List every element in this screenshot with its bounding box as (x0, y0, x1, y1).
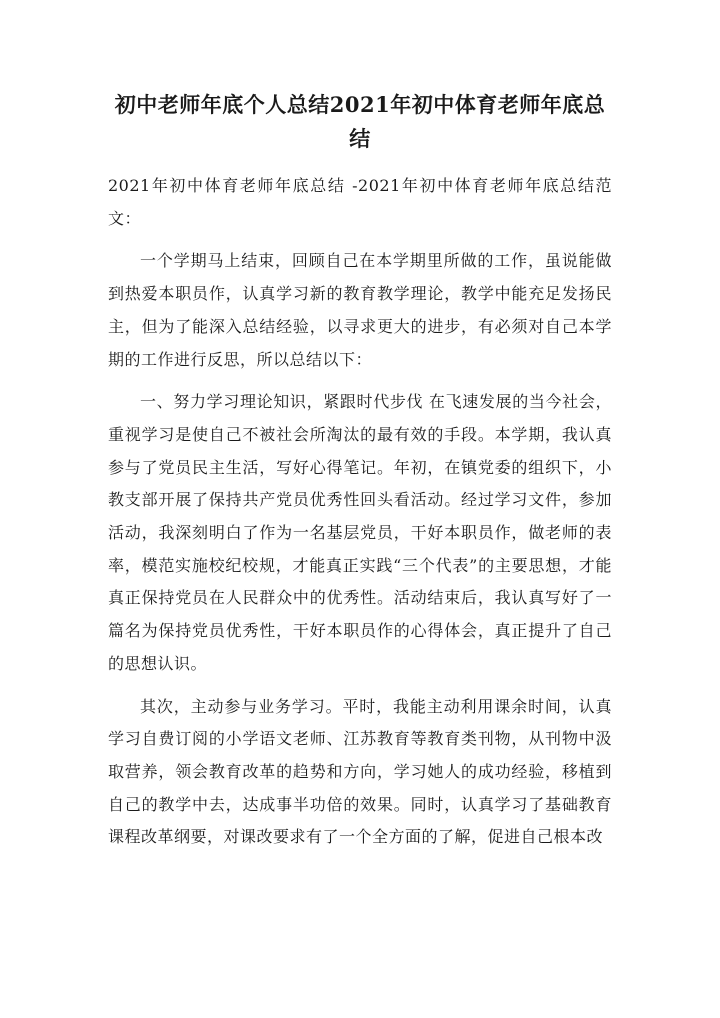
document-title: 初中老师年底个人总结2021年初中体育老师年底总结 (114, 92, 606, 151)
paragraph-business-study: 其次，主动参与业务学习。平时，我能主动利用课余时间，认真学习自费订阅的小学语文老师、江苏教育等教育类刊物，从刊物中汲取营养，领会教育改革的趋势和方向，学习她人的成功经验，移植到自己的教学中去，达成事半功倍的效果。同时，认真学习了基础教育课程改革纲要，对课改要求有了一个全方面的了解，促进自己根本改 (108, 696, 612, 847)
paragraph-intro: 一个学期马上结束，回顾自己在本学期里所做的工作，虽说能做到热爱本职员作，认真学习新的教育教学理论，教学中能充足发扬民主，但为了能深入总结经验，以寻求更大的进步，有必须对自己本学期的工作进行反思，所以总结以下： (108, 251, 612, 369)
document-body (108, 170, 612, 864)
document-subtitle: 2021年初中体育老师年底总结 -2021年初中体育老师年底总结范文： (108, 176, 612, 228)
paragraph-theory-study: 一、努力学习理论知识，紧跟时代步伐 在飞速发展的当今社会，重视学习是使自己不被社会所淘汰的最有效的手段。本学期，我认真参与了党员民主生活，写好心得笔记。年初，在镇党委的组织下，小教支部开展了保持共产党员优秀性回头看活动。经过学习文件，参加活动，我深刻明白了作为一名基层党员，干好本职员作，做老师的表率，模范实施校纪校规，才能真正实践“三个代表”的主要思想，才能真正保持党员在人民群众中的优秀性。活动结束后，我认真写好了一篇名为保持党员优秀性，干好本职员作的心得体会，真正提升了自己的思想认识。 (108, 392, 612, 673)
